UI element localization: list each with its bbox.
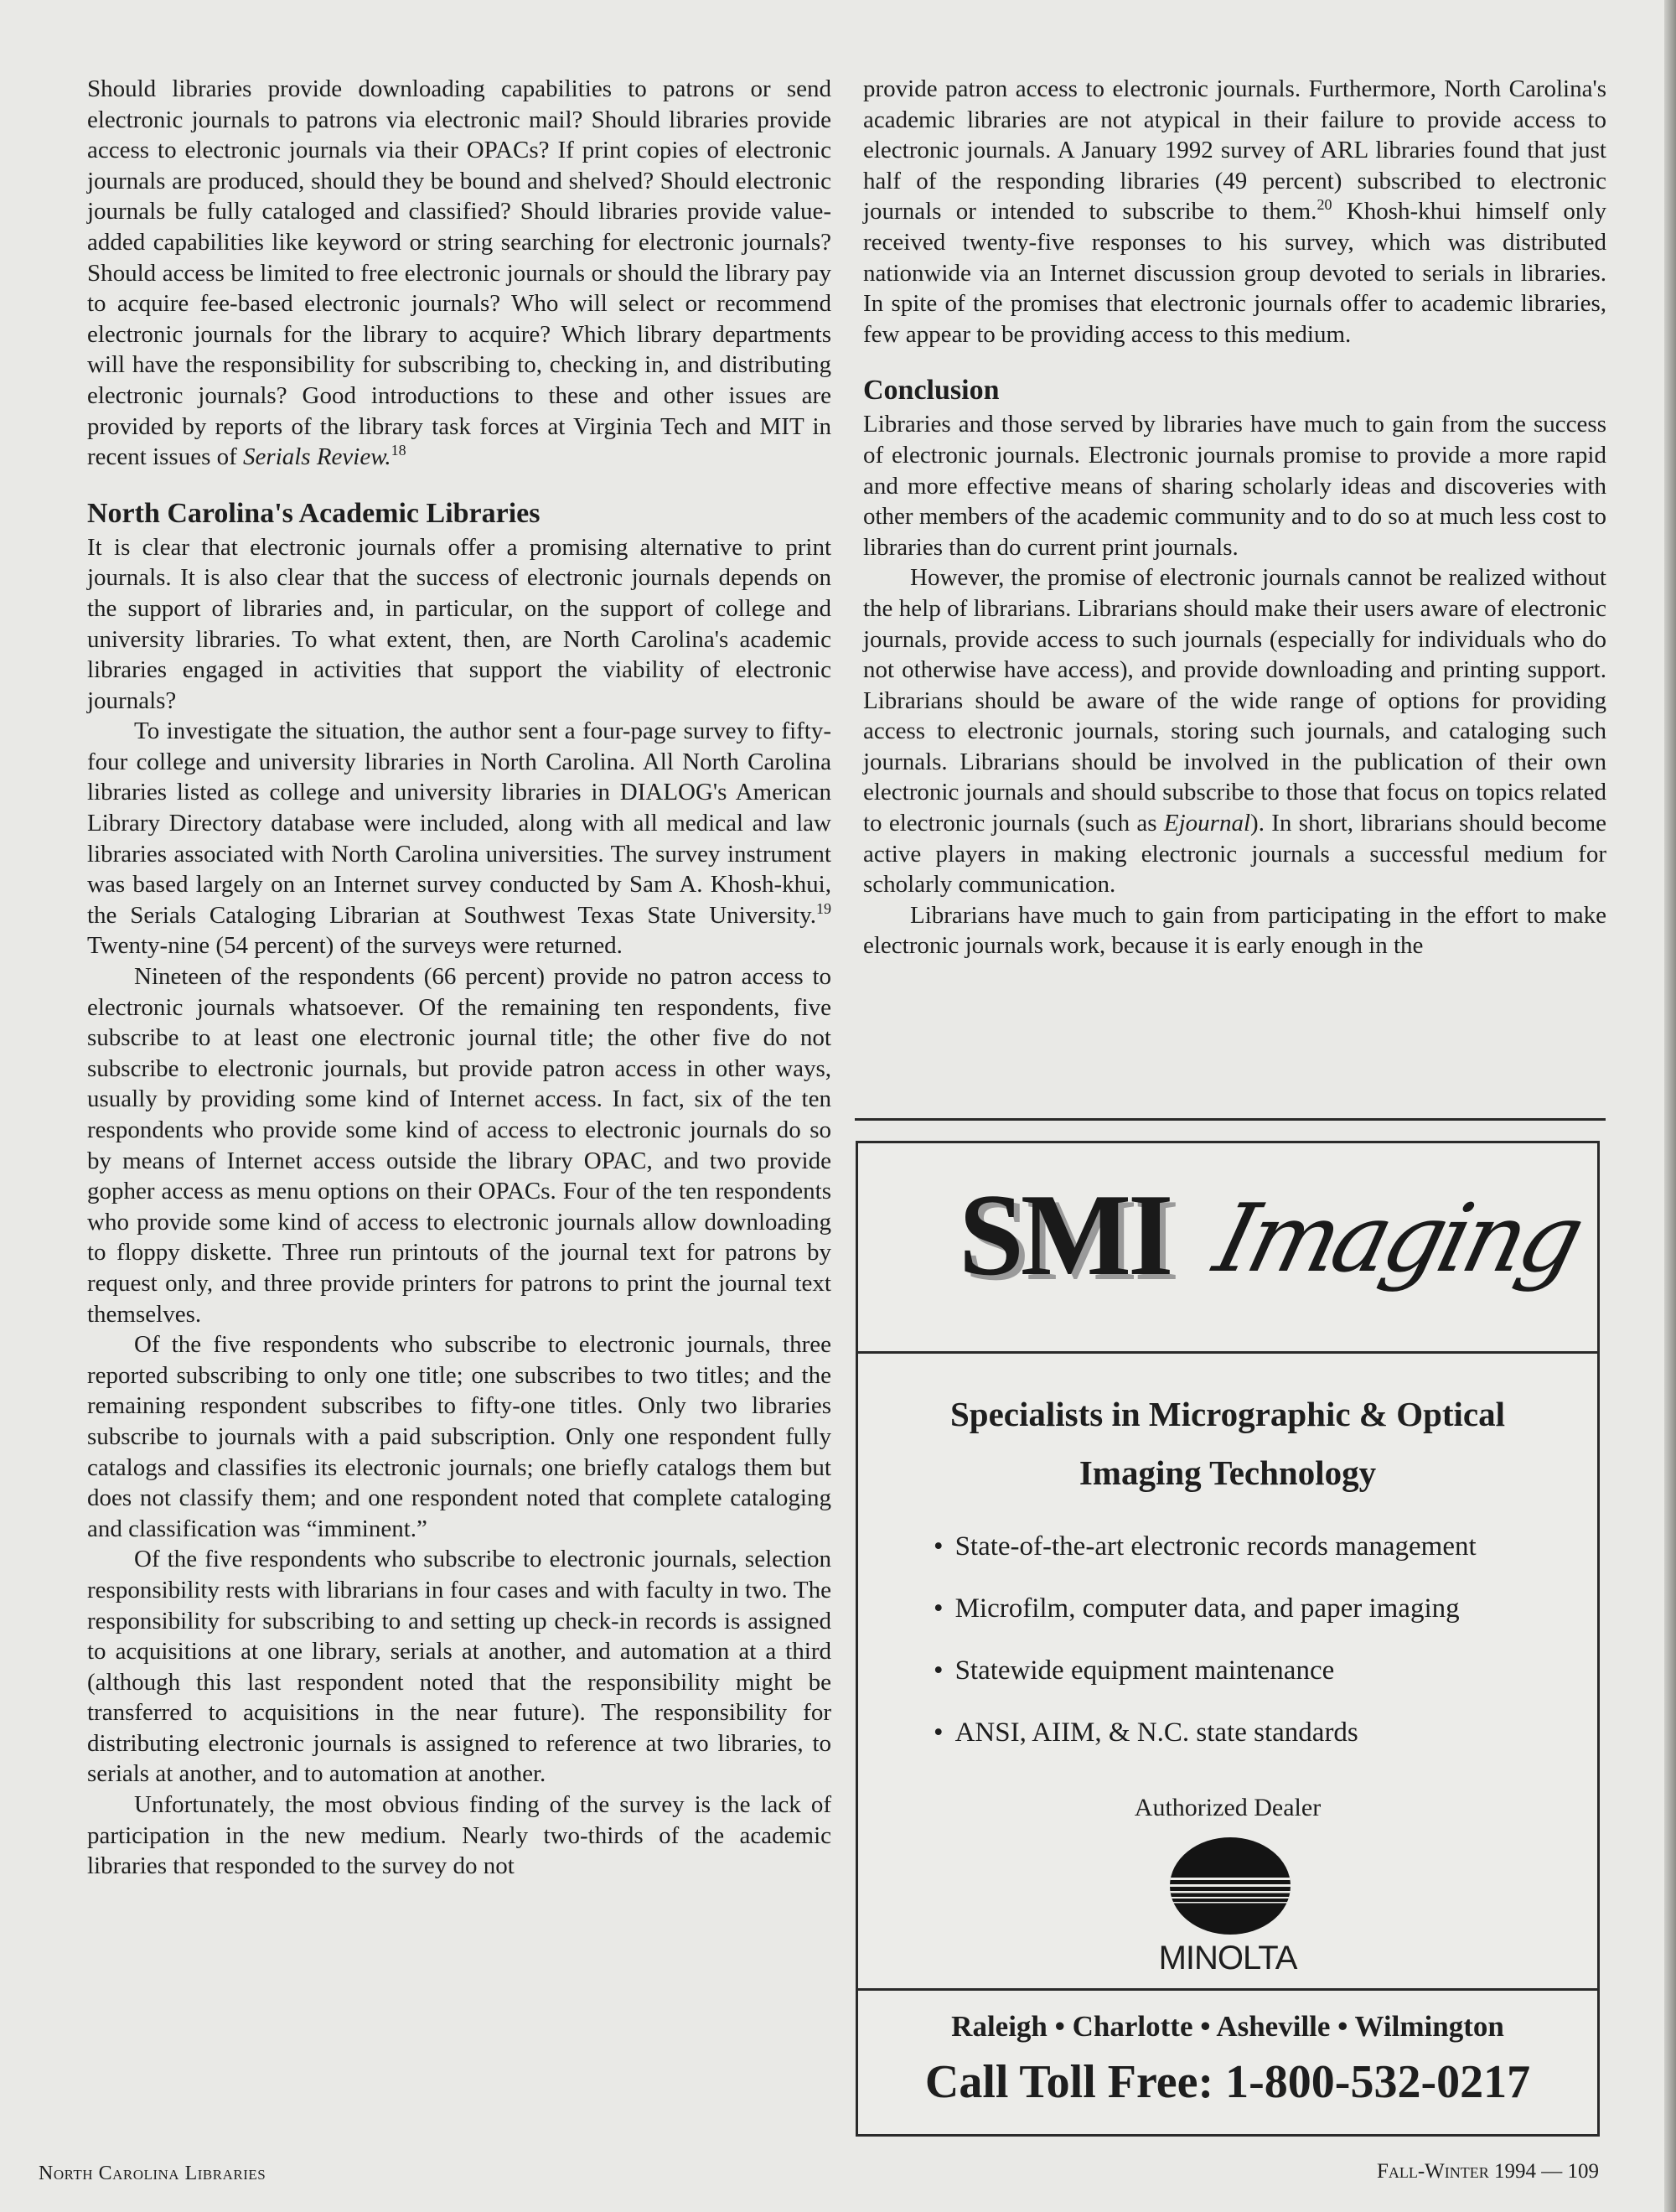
smi-imaging-logo bbox=[858, 1143, 1597, 1351]
footer-issue-page: Fall-Winter 1994 — 109 bbox=[1376, 2160, 1599, 2183]
article-left-column bbox=[87, 74, 831, 1882]
authorized-dealer-label: Authorized Dealer bbox=[1134, 1794, 1322, 1821]
paragraph-questions: Should libraries provide downloading capabilities to patrons or send electronic journals to patrons via electronic mail? Should libraries provide access to electronic journals via their OPACs? If print copies of electronic journals are produced, should they be bound and shelved? Should electronic journals be fully cataloged and classified? Should libraries provide value-added capabilities like keyword or string searching for electronic journals? Should access be limited to free electronic journals or should the library pay to acquire fee-based electronic journals? Who will select or recommend electronic journals for the library to acquire? Which library departments will have the responsibility for subscribing to, checking in, and distributing electronic journals? Good introductions to these and other issues are provided by reports of the library task forces at Virginia Tech and MIT in recent issues of Serials Review.$^{18}$ bbox=[87, 75, 831, 471]
journal-title-serials-review: Serials Review. bbox=[243, 443, 391, 471]
page-edge-shadow bbox=[1664, 0, 1676, 2212]
advertisement-divider bbox=[858, 1988, 1597, 1991]
logo-imaging-script: Imaging bbox=[1204, 1184, 1590, 1293]
paragraph-conclusion-gain: Libraries and those served by libraries have much to gain from the success of electronic journals. Electronic journals promise to provide a more rapid and more effective means of sharing scholarly ideas and discoveries with other members of the academic community and to do so at much less cost to libraries than do current print journals. bbox=[863, 411, 1606, 561]
journal-title-ejournal: Ejournal bbox=[1163, 810, 1251, 837]
paragraph-survey-method: To investigate the situation, the author sent a four-page survey to fifty-four college and university libraries in North Carolina. All North Carolina libraries listed as college and university libraries in DIALOG's American Library Directory database were included, along with all medical and law libraries associated with North Carolina universities. The survey instrument was based largely on an Internet survey conducted by Sam A. Khosh-khui, the Serials Cataloging Librarian at Southwest Texas State University.$^{19}$ Twenty-nine (54 percent) of the surveys were returned. bbox=[87, 717, 831, 960]
section-heading-nc-academic-libraries: North Carolina's Academic Libraries bbox=[87, 497, 541, 529]
article-right-column bbox=[863, 74, 1606, 961]
service-item: • Statewide equipment maintenance bbox=[934, 1640, 1477, 1702]
advertisement-service-list bbox=[934, 1515, 1477, 1764]
paragraph-conclusion-effort: Librarians have much to gain from participating in the effort to make electronic journals work, because it is early enough in the bbox=[863, 901, 1606, 960]
minolta-wordmark: MINOLTA bbox=[1158, 1940, 1297, 1976]
section-heading-conclusion: Conclusion bbox=[863, 375, 1000, 407]
paragraph-conclusion-librarians: However, the promise of electronic journals cannot be realized without the help of librarians. Librarians should make their users aware of electronic journals, provide access to such journals (especially for individuals who do not otherwise have access), and provide downloading and printing support. Librarians should be aware of the wide range of options for providing access to electronic journals, storing such journals, and cataloging such journals. Librarians should be involved in the publication of their own electronic journals and should subscribe to those that focus on topics related to electronic journals (such as Ejournal). In short, librarians should become active players in making electronic journals a successful medium for scholarly communication. bbox=[863, 564, 1606, 899]
advertisement-smi-imaging bbox=[856, 1141, 1600, 2137]
advertisement-divider bbox=[858, 1351, 1597, 1354]
service-item: • State-of-the-art electronic records management bbox=[934, 1515, 1477, 1577]
logo-smi-wordmark: SMI bbox=[959, 1170, 1171, 1300]
paragraph-survey-results-access: Nineteen of the respondents (66 percent) provide no patron access to electronic journals whatsoever. Of the remaining ten respondents, five subscribe to at least one electronic journal title; the other five do not subscribe to electronic journals, but provide patron access in other ways, usually by providing some kind of Internet access. In fact, six of the ten respondents who provide some kind of access to electronic journals do so by means of Internet access outside the library OPAC, and two provide gopher access as menu options on their OPACs. Four of the ten respondents who provide some kind of access to electronic journals allow downloading to floppy diskette. Three run printouts of the journal text for patrons by request only, and three provide printers for patrons to print the journal text themselves. bbox=[87, 963, 831, 1328]
paragraph-survey-results-responsibility: Of the five respondents who subscribe to electronic journals, selection responsibility rests with librarians in four cases and with faculty in two. The responsibility for subscribing to and setting up check-in records is assigned to acquisitions at one library, serials at another, and automation at a third (although this last respondent noted that the responsibility might be transferred to acquisitions in the near future). The responsibility for distributing electronic journals is assigned to reference at two libraries, to serials at another, and to automation at another. bbox=[87, 1546, 831, 1788]
paragraph-survey-results-subscriptions: Of the five respondents who subscribe to electronic journals, three reported subscribing to only one title; one subscribes to two titles; and the remaining respondent subscribes to fifty-one titles. Only two libraries subscribe to journals with a paid subscription. Only one respondent fully catalogs and classifies its electronic journals; one briefly catalogs them but does not classify them; and one respondent noted that complete cataloging and classification was “imminent.” bbox=[87, 1331, 831, 1542]
advertisement-headline: Specialists in Micrographic & Optical Imaging Technology bbox=[949, 1395, 1506, 1492]
paragraph-arl-survey: provide patron access to electronic journals. Furthermore, North Carolina's academic libraries are not atypical in their failure to provide access to electronic journals. A January 1992 survey of ARL libraries found that just half of the responding libraries (49 percent) subscribed to electronic journals or intended to subscribe to them.$^{20}$ Khosh-khui himself only received twenty-five responses to his survey, which was distributed nationwide via an Internet discussion group devoted to serials in libraries. In spite of the promises that electronic journals offer to academic libraries, few appear to be providing access to this medium. bbox=[863, 75, 1606, 348]
service-item: • ANSI, AIIM, & N.C. state standards bbox=[934, 1702, 1477, 1764]
advertisement-cities: Raleigh • Charlotte • Asheville • Wilmington bbox=[951, 2010, 1504, 2043]
footer-publication-name: North Carolina Libraries bbox=[39, 2163, 266, 2184]
footnote-ref-20: 20 bbox=[1316, 196, 1332, 214]
service-item: • Microfilm, computer data, and paper imaging bbox=[934, 1577, 1477, 1640]
footnote-ref-18: 18 bbox=[391, 442, 406, 459]
advertisement-top-rule bbox=[855, 1118, 1606, 1121]
footnote-ref-19: 19 bbox=[816, 899, 831, 917]
paragraph-survey-finding: Unfortunately, the most obvious finding of the survey is the lack of participation in the new medium. Nearly two-thirds of the academic libraries that responded to the survey do not bbox=[87, 1791, 831, 1880]
advertisement-phone: Call Toll Free: 1-800-532-0217 bbox=[924, 2056, 1531, 2108]
minolta-globe-icon bbox=[1168, 1836, 1292, 1936]
paragraph-intro-support: It is clear that electronic journals offer a promising alternative to print journals. It is also clear that the success of electronic journals depends on the support of libraries and, in particular, on the support of college and university libraries. To what extent, then, are North Carolina's academic libraries engaged in activities that support the viability of electronic journals? bbox=[87, 533, 831, 714]
